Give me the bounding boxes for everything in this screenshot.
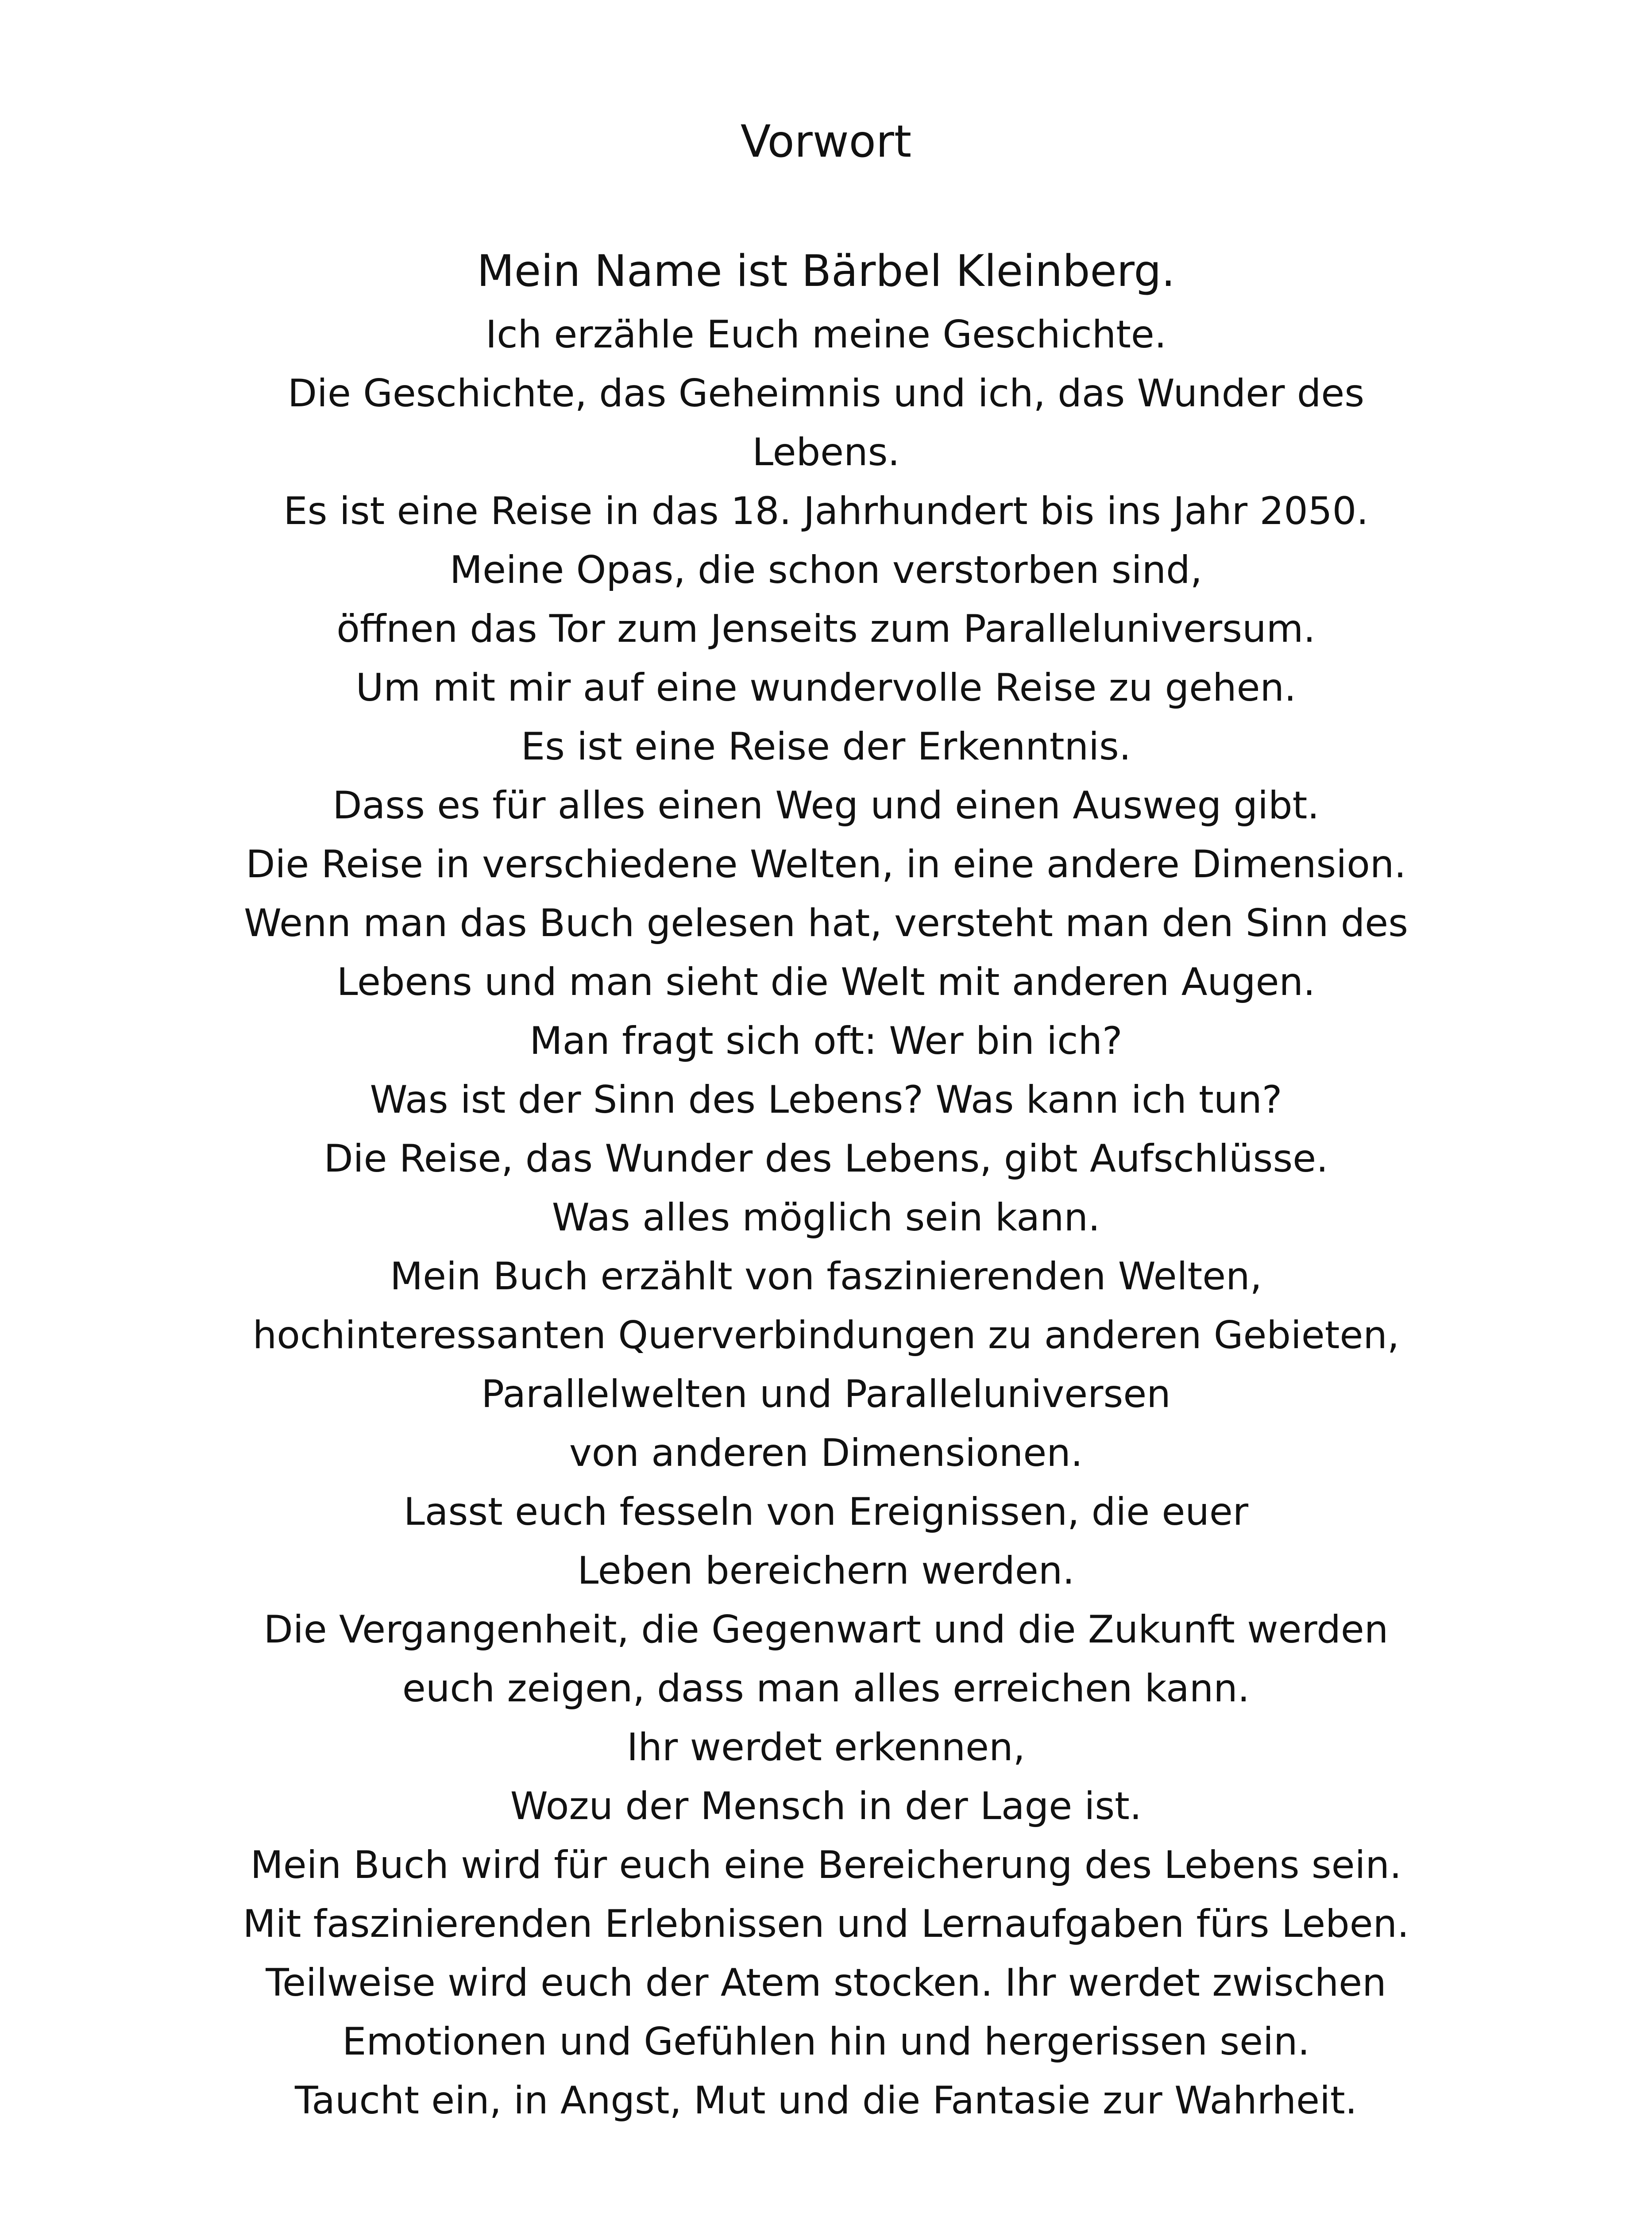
- text-line: Parallelwelten und Paralleluniversen: [481, 1372, 1171, 1416]
- text-line: Dass es für alles einen Weg und einen Ausweg gibt.: [332, 783, 1320, 828]
- text-line: Es ist eine Reise in das 18. Jahrhundert bis ins Jahr 2050.: [283, 489, 1369, 533]
- text-line: Leben bereichern werden.: [577, 1549, 1075, 1593]
- text-line: Es ist eine Reise der Erkenntnis.: [521, 725, 1131, 769]
- text-line: Teilweise wird euch der Atem stocken. Ihr werdet zwischen: [266, 1961, 1386, 2005]
- text-line: Mein Buch erzählt von faszinierenden Welten,: [390, 1254, 1262, 1299]
- text-line: Taucht ein, in Angst, Mut und die Fantasie zur Wahrheit.: [294, 2078, 1358, 2123]
- text-line: Was ist der Sinn des Lebens? Was kann ich tun?: [370, 1078, 1282, 1122]
- text-line: Lasst euch fesseln von Ereignissen, die euer: [403, 1490, 1249, 1534]
- page-title: Vorwort: [740, 116, 912, 167]
- text-line: Meine Opas, die schon verstorben sind,: [449, 548, 1203, 592]
- text-line: Die Vergangenheit, die Gegenwart und die Zukunft werden: [263, 1608, 1389, 1652]
- text-line: Die Geschichte, das Geheimnis und ich, das Wunder des: [287, 371, 1365, 416]
- body-text: [0, 305, 1652, 2130]
- text-line: Wozu der Mensch in der Lage ist.: [510, 1784, 1142, 1828]
- text-line: von anderen Dimensionen.: [569, 1431, 1083, 1475]
- text-line: Um mit mir auf eine wundervolle Reise zu gehen.: [355, 666, 1297, 710]
- text-line: Wenn man das Buch gelesen hat, versteht man den Sinn des: [243, 901, 1409, 945]
- text-line: öffnen das Tor zum Jenseits zum Paralleluniversum.: [336, 607, 1316, 651]
- text-line: euch zeigen, dass man alles erreichen kann.: [402, 1666, 1250, 1711]
- text-line: Emotionen und Gefühlen hin und hergerissen sein.: [342, 2020, 1310, 2064]
- text-line: Lebens.: [752, 430, 900, 474]
- text-line: Ihr werdet erkennen,: [627, 1725, 1025, 1770]
- text-line: Was alles möglich sein kann.: [552, 1195, 1100, 1240]
- text-line: Ich erzähle Euch meine Geschichte.: [485, 312, 1167, 357]
- text-line: Mit faszinierenden Erlebnissen und Lernaufgaben fürs Leben.: [243, 1902, 1409, 1946]
- text-line: Man fragt sich oft: Wer bin ich?: [529, 1019, 1123, 1063]
- intro-line: Mein Name ist Bärbel Kleinberg.: [477, 246, 1175, 297]
- text-line: hochinteressanten Querverbindungen zu anderen Gebieten,: [252, 1313, 1400, 1357]
- text-line: Mein Buch wird für euch eine Bereicherung des Lebens sein.: [250, 1843, 1402, 1887]
- text-line: Die Reise in verschiedene Welten, in eine andere Dimension.: [246, 842, 1406, 887]
- text-line: Lebens und man sieht die Welt mit anderen Augen.: [336, 960, 1316, 1004]
- text-line: Die Reise, das Wunder des Lebens, gibt Aufschlüsse.: [324, 1137, 1328, 1181]
